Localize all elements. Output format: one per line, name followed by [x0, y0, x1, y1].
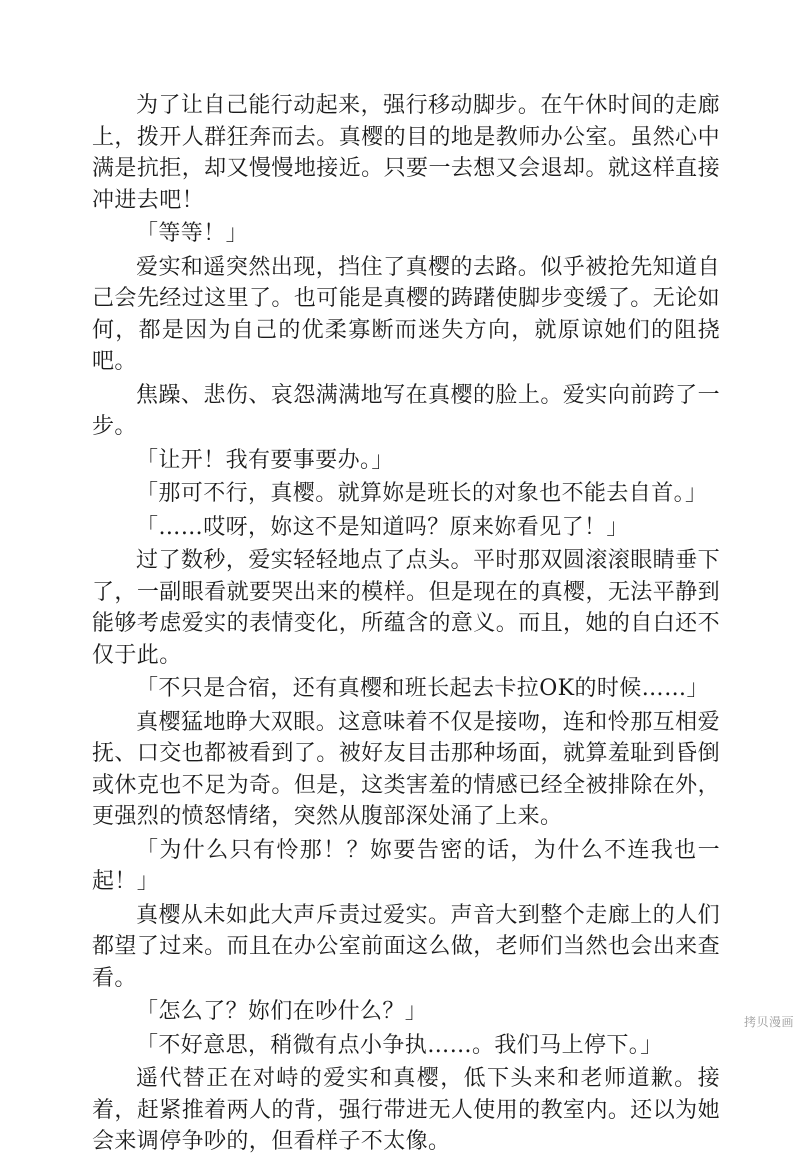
- paragraph-5: 真樱猛地睁大双眼。这意味着不仅是接吻，连和怜那互相爱抚、口交也都被看到了。被好友目击那种场面，就算羞耻到昏倒或休克也不足为奇。但是，这类害羞的情感已经全被排除在外，更强烈的愤怒情绪，突然从腹部深处涌了上来。: [92, 709, 720, 829]
- paragraph-6: 真樱从未如此大声斥责过爱实。声音大到整个走廊上的人们都望了过来。而且在办公室前面这么做，老师们当然也会出来查看。: [92, 902, 720, 991]
- dialog-line-3: 「那可不行，真樱。就算妳是班长的对象也不能去自首。」: [136, 481, 708, 506]
- paragraph-4: 过了数秒，爱实轻轻地点了点头。平时那双圆滚滚眼睛垂下了，一副眼看就要哭出来的模样。但是现在的真樱，无法平静到能够考虑爱实的表情变化，所蕴含的意义。而且，她的自白还不仅于此。: [92, 548, 720, 668]
- novel-page: [92, 90, 720, 1160]
- dialog-line-7: 「怎么了？妳们在吵什么？」: [136, 999, 428, 1024]
- dialog-line-6: 「为什么只有怜那！？妳要告密的话，为什么不连我也一起！」: [92, 837, 720, 894]
- paragraph-3: 焦躁、悲伤、哀怨满满地写在真樱的脸上。爱实向前跨了一步。: [92, 382, 720, 439]
- paragraph-1: 为了让自己能行动起来，强行移动脚步。在午休时间的走廊上，拨开人群狂奔而去。真樱的目的地是教师办公室。虽然心中满是抗拒，却又慢慢地接近。只要一去想又会退却。就这样直接冲进去吧！: [92, 93, 720, 213]
- watermark-text: 拷贝漫画: [743, 1015, 794, 1029]
- dialog-line-5: 「不只是合宿，还有真樱和班长起去卡拉OK的时候……」: [136, 676, 709, 701]
- dialog-line-8: 「不好意思，稍微有点小争执……。我们马上停下。」: [136, 1032, 663, 1058]
- paragraph-2: 爱实和遥突然出现，挡住了真樱的去路。似乎被抢先知道自己会先经过这里了。也可能是真樱的踌躇使脚步变缓了。无论如何，都是因为自己的优柔寡断而迷失方向，就原谅她们的阻挠吧。: [92, 254, 720, 374]
- dialog-line-1: 「等等！」: [136, 221, 249, 246]
- paragraph-7: 遥代替正在对峙的爱实和真樱，低下头来和老师道歉。接着，赶紧推着两人的背，强行带进无人使用的教室内。还以为她会来调停争吵的，但看样子不太像。: [92, 1066, 720, 1154]
- dialog-line-4: 「……哎呀，妳这不是知道吗？原来妳看见了！」: [136, 514, 629, 540]
- dialog-line-2: 「让开！我有要事要办。」: [136, 447, 394, 473]
